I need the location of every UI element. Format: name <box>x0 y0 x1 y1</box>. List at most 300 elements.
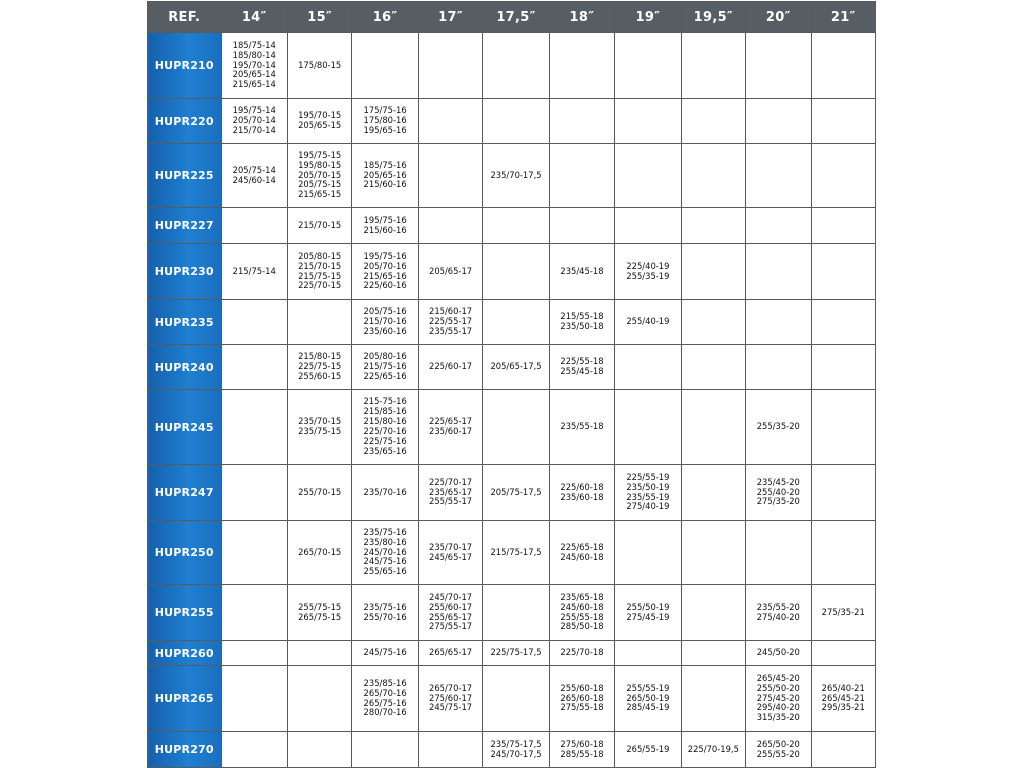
tire-size: 255/55-18 <box>560 611 604 622</box>
tire-size: 275/60-18 <box>560 738 604 749</box>
tire-size: 235/65-18 <box>560 591 604 602</box>
tire-size: 245/70-16 <box>363 546 407 557</box>
tire-size: 255/65-17 <box>428 611 473 622</box>
size-cell <box>483 732 549 768</box>
size-cell <box>418 345 482 390</box>
table-row <box>148 345 876 390</box>
size-cell <box>287 465 351 521</box>
size-cell <box>615 666 681 732</box>
tire-size: 265/45-20 <box>756 672 800 683</box>
size-cell <box>287 732 351 768</box>
table-row <box>148 99 876 144</box>
size-cell <box>549 732 614 768</box>
tire-size: 255/60-18 <box>560 682 604 693</box>
table-row <box>148 521 876 585</box>
tire-size: 235/65-16 <box>363 445 407 456</box>
size-cell <box>615 99 681 144</box>
size-cell <box>615 208 681 244</box>
tire-size: 255/50-20 <box>756 682 800 693</box>
reference-code: HUPR227 <box>148 208 222 244</box>
tire-size: 225/70-17 <box>428 476 473 487</box>
size-cell <box>681 99 745 144</box>
tire-size: 255/75-15 <box>298 601 342 612</box>
tire-size: 255/70-16 <box>363 611 407 622</box>
tire-size: 185/80-14 <box>232 49 276 60</box>
tire-size: 225/40-19 <box>626 260 670 271</box>
size-cell <box>352 585 418 641</box>
size-cell <box>483 521 549 585</box>
tire-size-table <box>147 1 876 768</box>
reference-code: HUPR235 <box>148 300 222 345</box>
size-cell <box>681 390 745 465</box>
size-cell <box>483 345 549 390</box>
tire-size: 265/60-18 <box>560 692 604 703</box>
size-cell <box>352 666 418 732</box>
tire-size: 245/75-17 <box>428 702 473 713</box>
size-cell <box>418 144 482 208</box>
tire-size: 295/35-21 <box>821 702 865 713</box>
size-cell <box>615 244 681 300</box>
size-cell <box>418 585 482 641</box>
tire-size: 255/35-19 <box>626 270 670 281</box>
size-cell <box>746 144 811 208</box>
tire-size: 265/50-19 <box>626 692 670 703</box>
size-cell <box>811 666 876 732</box>
size-cell <box>221 99 287 144</box>
table-row <box>148 465 876 521</box>
rim-size-column-header: 14″ <box>221 2 287 33</box>
tire-size: 215-75-16 <box>363 396 407 407</box>
size-cell <box>549 345 614 390</box>
tire-size: 245/60-14 <box>232 174 276 185</box>
size-cell <box>287 521 351 585</box>
tire-size: 215/80-16 <box>363 416 407 427</box>
tire-size: 215/70-15 <box>298 260 342 271</box>
size-cell <box>681 300 745 345</box>
size-cell <box>221 666 287 732</box>
size-cell <box>418 465 482 521</box>
size-cell <box>615 641 681 666</box>
size-cell <box>287 99 351 144</box>
tire-size: 205/75-15 <box>298 179 342 190</box>
size-cell <box>746 300 811 345</box>
tire-size: 205/75-17,5 <box>490 486 542 497</box>
tire-size: 225/65-16 <box>363 370 407 381</box>
tire-size: 275/35-20 <box>756 496 800 507</box>
tire-size: 275/45-19 <box>626 611 670 622</box>
reference-code: HUPR260 <box>148 641 222 666</box>
size-cell <box>746 99 811 144</box>
size-cell <box>483 390 549 465</box>
rim-size-column-header: 16″ <box>352 2 418 33</box>
reference-code: HUPR247 <box>148 465 222 521</box>
tire-size: 185/75-16 <box>363 159 407 170</box>
size-cell <box>221 732 287 768</box>
size-cell <box>811 208 876 244</box>
size-cell <box>811 300 876 345</box>
tire-size: 215/75-16 <box>363 361 407 372</box>
size-cell <box>418 208 482 244</box>
size-cell <box>221 390 287 465</box>
size-cell <box>221 641 287 666</box>
tire-size: 225/55-19 <box>626 471 670 482</box>
size-cell <box>352 300 418 345</box>
size-cell <box>681 345 745 390</box>
table-row <box>148 390 876 465</box>
tire-size: 225/75-16 <box>363 435 407 446</box>
size-cell <box>681 465 745 521</box>
size-cell <box>811 244 876 300</box>
tire-size: 245/75-16 <box>363 556 407 567</box>
size-cell <box>352 99 418 144</box>
table-row <box>148 641 876 666</box>
size-cell <box>287 144 351 208</box>
tire-size: 205/65-17,5 <box>490 361 542 372</box>
size-cell <box>615 585 681 641</box>
tire-size: 215/55-18 <box>560 311 604 322</box>
size-cell <box>811 390 876 465</box>
tire-size: 255/60-17 <box>428 601 473 612</box>
tire-size: 215/65-16 <box>363 270 407 281</box>
tire-size: 265/70-16 <box>363 687 407 698</box>
tire-size: 205/65-15 <box>298 120 342 130</box>
size-cell <box>681 521 745 585</box>
size-cell <box>746 33 811 99</box>
tire-size: 215/65-15 <box>298 189 342 200</box>
size-cell <box>221 244 287 300</box>
table-row <box>148 244 876 300</box>
size-cell <box>221 585 287 641</box>
table-row <box>148 208 876 244</box>
size-cell <box>352 33 418 99</box>
tire-size: 235/60-18 <box>560 491 604 502</box>
tire-size: 275/40-20 <box>756 611 800 622</box>
reference-code: HUPR255 <box>148 585 222 641</box>
tire-size: 265/55-19 <box>626 743 670 754</box>
tire-size: 225/55-18 <box>560 356 604 367</box>
size-cell <box>681 641 745 666</box>
size-cell <box>811 99 876 144</box>
tire-size: 215/70-15 <box>298 219 342 230</box>
tire-size: 225/55-17 <box>428 316 473 327</box>
size-cell <box>352 390 418 465</box>
tire-size: 225/65-18 <box>560 541 604 552</box>
tire-size: 195/70-14 <box>232 59 276 70</box>
size-cell <box>287 208 351 244</box>
size-cell <box>418 33 482 99</box>
tire-size: 255/50-19 <box>626 601 670 612</box>
tire-size: 245/70-17 <box>428 591 473 602</box>
size-cell <box>746 585 811 641</box>
table-row <box>148 33 876 99</box>
tire-size: 215/60-16 <box>363 179 407 190</box>
tire-size: 215/85-16 <box>363 406 407 417</box>
tire-size: 215/70-14 <box>232 124 276 135</box>
tire-size: 275/35-21 <box>821 606 865 617</box>
size-cell <box>221 208 287 244</box>
tire-size: 235/80-16 <box>363 536 407 547</box>
tire-size: 265/40-21 <box>821 682 865 693</box>
tire-size: 225/70-15 <box>298 280 342 291</box>
size-cell <box>287 666 351 732</box>
size-cell <box>287 345 351 390</box>
tire-size: 285/45-19 <box>626 702 670 713</box>
tire-size: 205/65-17 <box>428 265 473 276</box>
size-cell <box>483 99 549 144</box>
rim-size-column-header: 18″ <box>549 2 614 33</box>
size-cell <box>746 390 811 465</box>
size-cell <box>418 99 482 144</box>
size-cell <box>681 33 745 99</box>
tire-size: 225/75-15 <box>298 361 342 372</box>
tire-size: 215/80-15 <box>298 351 342 362</box>
rim-size-column-header: 19″ <box>615 2 681 33</box>
size-cell <box>352 144 418 208</box>
tire-size: 235/70-16 <box>363 486 407 497</box>
tire-size: 235/60-16 <box>363 325 407 336</box>
tire-size: 215/75-15 <box>298 270 342 281</box>
rim-size-column-header: 17″ <box>418 2 482 33</box>
tire-size: 285/50-18 <box>560 621 604 632</box>
rim-size-column-header: 17,5″ <box>483 2 549 33</box>
tire-size: 235/70-15 <box>298 416 342 427</box>
tire-size: 205/65-16 <box>363 169 407 180</box>
tire-size: 255/55-17 <box>428 496 473 507</box>
size-cell <box>352 345 418 390</box>
tire-size: 235/45-20 <box>756 476 800 487</box>
tire-size: 225/70-16 <box>363 426 407 436</box>
tire-size: 295/40-20 <box>756 702 800 713</box>
tire-size: 205/80-16 <box>363 351 407 362</box>
size-cell <box>681 732 745 768</box>
size-cell <box>483 144 549 208</box>
size-cell <box>615 300 681 345</box>
tire-size: 245/60-18 <box>560 601 604 612</box>
size-cell <box>549 521 614 585</box>
size-cell <box>549 465 614 521</box>
tire-size: 205/80-15 <box>298 250 342 261</box>
tire-size: 245/50-20 <box>756 647 800 658</box>
tire-size: 225/70-18 <box>560 647 604 658</box>
tire-size: 275/55-17 <box>428 621 473 632</box>
reference-code: HUPR210 <box>148 33 222 99</box>
size-cell <box>746 732 811 768</box>
tire-size: 235/70-17,5 <box>490 169 542 180</box>
size-cell <box>221 465 287 521</box>
size-cell <box>287 244 351 300</box>
tire-size: 235/65-17 <box>428 486 473 497</box>
size-cell <box>811 144 876 208</box>
size-cell <box>549 666 614 732</box>
size-cell <box>681 244 745 300</box>
size-cell <box>483 585 549 641</box>
size-cell <box>418 244 482 300</box>
reference-code: HUPR230 <box>148 244 222 300</box>
size-cell <box>418 641 482 666</box>
size-cell <box>811 345 876 390</box>
tire-size: 225/75-17,5 <box>490 647 542 658</box>
tire-size: 265/70-17 <box>428 682 473 693</box>
tire-size: 175/75-16 <box>363 105 407 116</box>
tire-size: 225/70-19,5 <box>687 743 739 754</box>
size-cell <box>287 585 351 641</box>
reference-code: HUPR270 <box>148 732 222 768</box>
rim-size-column-header: 20″ <box>746 2 811 33</box>
tire-size: 255/70-15 <box>298 486 342 497</box>
size-cell <box>352 641 418 666</box>
size-cell <box>287 33 351 99</box>
size-cell <box>615 345 681 390</box>
size-cell <box>352 732 418 768</box>
tire-size: 265/75-15 <box>298 611 342 622</box>
tire-size: 195/75-16 <box>363 214 407 225</box>
size-cell <box>681 585 745 641</box>
size-cell <box>483 33 549 99</box>
tire-size: 245/60-18 <box>560 551 604 562</box>
tire-size: 275/40-19 <box>626 501 670 512</box>
size-cell <box>746 521 811 585</box>
size-cell <box>615 732 681 768</box>
reference-code: HUPR265 <box>148 666 222 732</box>
tire-size: 235/75-15 <box>298 426 342 436</box>
tire-size: 205/75-14 <box>232 164 276 175</box>
table-row <box>148 300 876 345</box>
size-cell <box>549 144 614 208</box>
reference-code: HUPR245 <box>148 390 222 465</box>
tire-size: 255/60-15 <box>298 370 342 381</box>
tire-size: 205/70-15 <box>298 169 342 180</box>
size-cell <box>681 144 745 208</box>
tire-size: 255/55-20 <box>756 748 800 759</box>
table-row <box>148 666 876 732</box>
tire-size: 235/45-18 <box>560 265 604 276</box>
size-cell <box>483 208 549 244</box>
size-cell <box>483 666 549 732</box>
tire-size: 255/40-19 <box>626 316 670 327</box>
tire-size: 235/60-17 <box>428 426 473 436</box>
size-cell <box>811 33 876 99</box>
size-cell <box>418 521 482 585</box>
tire-size: 235/50-19 <box>626 481 670 492</box>
size-cell <box>549 244 614 300</box>
tire-size: 275/60-17 <box>428 692 473 703</box>
size-cell <box>615 465 681 521</box>
tire-size: 195/70-15 <box>298 110 342 121</box>
tire-size: 215/60-16 <box>363 224 407 235</box>
size-cell <box>352 465 418 521</box>
size-cell <box>418 666 482 732</box>
size-cell <box>746 244 811 300</box>
tire-size: 235/85-16 <box>363 677 407 688</box>
size-cell <box>352 521 418 585</box>
size-cell <box>549 33 614 99</box>
size-cell <box>615 390 681 465</box>
tire-size: 235/50-18 <box>560 321 604 331</box>
size-cell <box>681 666 745 732</box>
size-cell <box>549 208 614 244</box>
tire-size: 265/70-15 <box>298 546 342 557</box>
size-cell <box>287 641 351 666</box>
tire-size: 255/45-18 <box>560 366 604 376</box>
tire-size: 205/70-14 <box>232 115 276 126</box>
size-cell <box>746 345 811 390</box>
tire-size: 215/60-17 <box>428 306 473 317</box>
size-cell <box>483 244 549 300</box>
size-cell <box>221 33 287 99</box>
tire-size: 255/65-16 <box>363 566 407 577</box>
tire-size: 315/35-20 <box>756 712 800 723</box>
tire-size: 195/65-16 <box>363 124 407 135</box>
tire-size: 255/35-20 <box>756 421 800 432</box>
size-cell <box>287 300 351 345</box>
tire-size: 235/75-17,5 <box>490 738 542 749</box>
header-row <box>148 2 876 33</box>
table-row <box>148 144 876 208</box>
tire-size: 245/75-16 <box>363 647 407 658</box>
size-cell <box>811 521 876 585</box>
size-cell <box>746 641 811 666</box>
size-cell <box>418 300 482 345</box>
tire-size: 265/45-21 <box>821 692 865 703</box>
tire-size: 225/60-16 <box>363 280 407 291</box>
size-cell <box>287 390 351 465</box>
tire-size: 235/70-17 <box>428 541 473 552</box>
tire-size: 195/80-15 <box>298 159 342 170</box>
size-cell <box>221 345 287 390</box>
tire-size: 235/55-20 <box>756 601 800 612</box>
tire-size: 195/75-14 <box>232 105 276 116</box>
tire-size: 245/65-17 <box>428 551 473 562</box>
rim-size-column-header: 21″ <box>811 2 876 33</box>
tire-size: 215/65-14 <box>232 79 276 90</box>
size-cell <box>483 300 549 345</box>
tire-size: 235/55-18 <box>560 421 604 432</box>
tire-size: 215/75-17,5 <box>490 546 542 557</box>
tire-size: 235/75-16 <box>363 601 407 612</box>
tire-size: 235/55-17 <box>428 325 473 336</box>
table-body <box>148 33 876 768</box>
table-header <box>148 2 876 33</box>
rim-size-column-header: 19,5″ <box>681 2 745 33</box>
tire-size: 215/75-14 <box>232 265 276 276</box>
tire-size: 255/40-20 <box>756 486 800 497</box>
tire-size: 205/75-16 <box>363 306 407 317</box>
tire-size: 195/75-16 <box>363 250 407 261</box>
size-cell <box>615 33 681 99</box>
rim-size-column-header: 15″ <box>287 2 351 33</box>
reference-code: HUPR250 <box>148 521 222 585</box>
size-cell <box>615 144 681 208</box>
tire-size: 205/65-14 <box>232 69 276 80</box>
size-cell <box>483 641 549 666</box>
tire-size: 175/80-15 <box>298 59 342 70</box>
size-cell <box>483 465 549 521</box>
tire-size: 285/55-18 <box>560 748 604 759</box>
tire-size: 235/55-19 <box>626 491 670 502</box>
size-cell <box>549 390 614 465</box>
size-cell <box>746 208 811 244</box>
size-cell <box>811 641 876 666</box>
tire-size: 275/55-18 <box>560 702 604 713</box>
table-row <box>148 732 876 768</box>
tire-size: 175/80-16 <box>363 115 407 126</box>
size-cell <box>811 585 876 641</box>
size-cell <box>746 666 811 732</box>
tire-size: 195/75-15 <box>298 149 342 160</box>
size-cell <box>549 641 614 666</box>
size-cell <box>352 208 418 244</box>
tire-size: 235/75-16 <box>363 526 407 537</box>
